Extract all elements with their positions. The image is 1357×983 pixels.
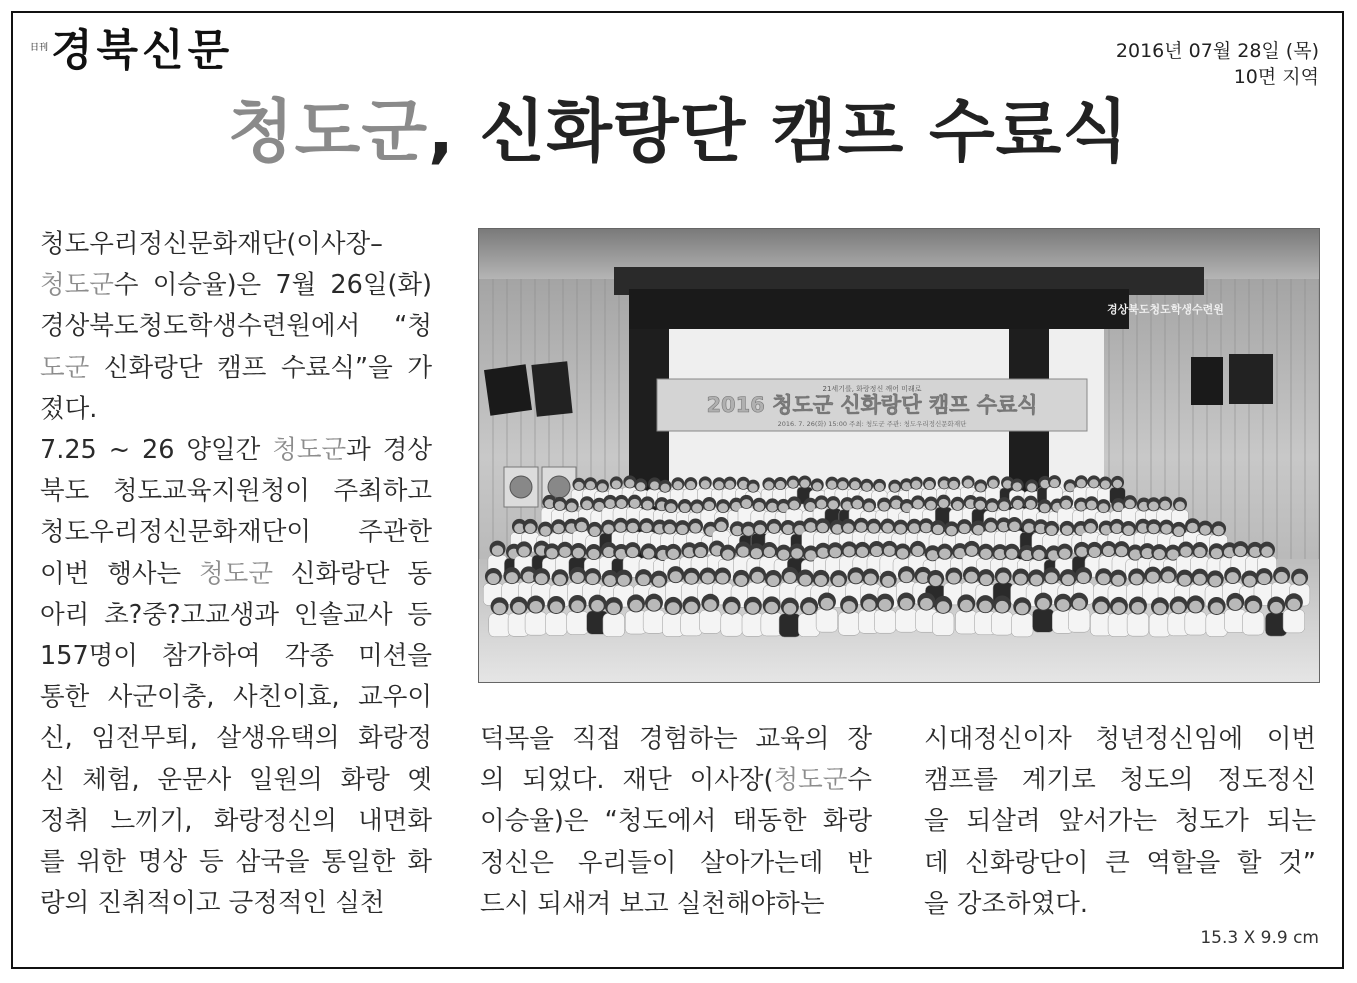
article-line [924, 760, 1316, 801]
article-photo [478, 228, 1320, 683]
article-line [924, 801, 1316, 842]
article-line [40, 224, 432, 265]
article-column-2 [480, 719, 872, 925]
article-text: 정신은 우리들이 살아가는데 반 [480, 847, 872, 878]
article-text: 신, 임전무퇴, 살생유택의 화랑정 [40, 723, 432, 754]
highlighted-text: 청도군 [40, 270, 114, 301]
article-text: 랑의 진취적이고 긍정적인 실천 [40, 888, 385, 919]
article-text: 청도우리정신문화재단이 주관한 [40, 517, 432, 548]
banner-small-text: 21세기를, 화랑정신 깨어 미래로 [822, 385, 922, 393]
article-text: 을 되살려 앞서가는 청도가 되는 [924, 806, 1316, 837]
clipping-size: 15.3 X 9.9 cm [1200, 928, 1319, 948]
banner-sub-text: 2016. 7. 26(화) 15:00 주최: 청도군 주관: 청도우리정신문화재단 [777, 420, 967, 428]
article-column-3 [924, 719, 1316, 925]
highlighted-text: 청도군 [272, 435, 347, 466]
article-text: 시대정신이자 청년정신임에 이번 [924, 724, 1316, 754]
article-line [40, 306, 432, 347]
article-text: 청도우리정신문화재단(이사장– [40, 229, 383, 259]
article-text: 수 [847, 765, 872, 796]
article-line [480, 801, 872, 842]
article-text: 통한 사군이충, 사친이효, 교우이 [40, 682, 432, 713]
article-text: 졌다. [40, 393, 98, 424]
article-column-1 [40, 224, 432, 924]
article-text: 이번 행사는 [40, 558, 200, 589]
article-text: 수 이승율)은 7월 26일(화) [113, 270, 432, 301]
article-line [40, 718, 432, 759]
article-text: 과 경상 [346, 435, 432, 466]
article-text: 드시 되새겨 보고 실천해야하는 [480, 888, 825, 919]
article-line [480, 884, 872, 925]
article-line [924, 884, 1316, 925]
group-photo-image [479, 229, 1320, 683]
article-text: 북도 청도교육지원청이 주최하고 [40, 476, 432, 507]
article-text: 7.25 ~ 26 양일간 [40, 435, 273, 466]
article-line [40, 883, 432, 924]
article-line [40, 760, 432, 801]
article-text: 이승율)은 “청도에서 태동한 화랑 [480, 806, 872, 837]
article-line [40, 348, 432, 389]
article-line [40, 430, 432, 471]
headline [0, 92, 1357, 174]
hall-sign-text: 경상북도청도학생수련원 [1107, 303, 1224, 316]
article-text: 신화랑단 캠프 수료식”을 가 [89, 352, 432, 383]
article-line [924, 719, 1316, 760]
article-line [480, 719, 872, 760]
article-line [40, 389, 432, 430]
article-text: 캠프를 계기로 청도의 정도정신 [924, 765, 1316, 796]
article-text: 경상북도청도학생수련원에서 “청 [40, 311, 432, 342]
article-line [40, 677, 432, 718]
article-line [40, 471, 432, 512]
masthead-ilgan: 日刊 [30, 43, 49, 53]
masthead [30, 26, 234, 76]
article-line [40, 554, 432, 595]
article-text: 의 되었다. 재단 이사장( [480, 765, 774, 796]
speaker-right [1191, 354, 1273, 405]
article-line [40, 265, 432, 306]
article-line [924, 843, 1316, 884]
headline-highlight: 청도군 [227, 93, 429, 172]
article-line [480, 760, 872, 801]
article-text: 을 강조하였다. [924, 888, 1089, 919]
publication-date: 2016년 07월 28일 (목) [1115, 40, 1319, 62]
page-section: 10면 지역 [1233, 66, 1319, 88]
article-line [40, 636, 432, 677]
article-text: 정취 느끼기, 화랑정신의 내면화 [40, 805, 432, 836]
article-line [40, 842, 432, 883]
article-text: 신 체험, 운문사 일원의 화랑 옛 [40, 764, 432, 795]
article-text: 데 신화랑단이 큰 역할을 할 것” [924, 847, 1316, 878]
highlighted-text: 청도군 [773, 765, 848, 796]
highlighted-text: 청도군 [199, 558, 273, 589]
article-text: 덕목을 직접 경험하는 교육의 장 [480, 724, 872, 754]
article-line [40, 512, 432, 553]
article-line [40, 595, 432, 636]
newspaper-name: 경북신문 [51, 26, 234, 76]
article-line [480, 843, 872, 884]
article-text: 신화랑단 동 [272, 558, 432, 589]
article-text: 157명이 참가하여 각종 미션을 [40, 641, 432, 672]
headline-rest: , 신화랑단 캠프 수료식 [428, 93, 1130, 172]
article-text: 를 위한 명상 등 삼국을 통일한 화 [40, 847, 432, 878]
dateline [1116, 38, 1319, 90]
banner-title-text: 2016 청도군 신화랑단 캠프 수료식 [706, 393, 1038, 417]
article-text: 아리 초?중?고교생과 인솔교사 등 [40, 599, 432, 630]
article-line [40, 801, 432, 842]
highlighted-text: 도군 [40, 352, 90, 383]
